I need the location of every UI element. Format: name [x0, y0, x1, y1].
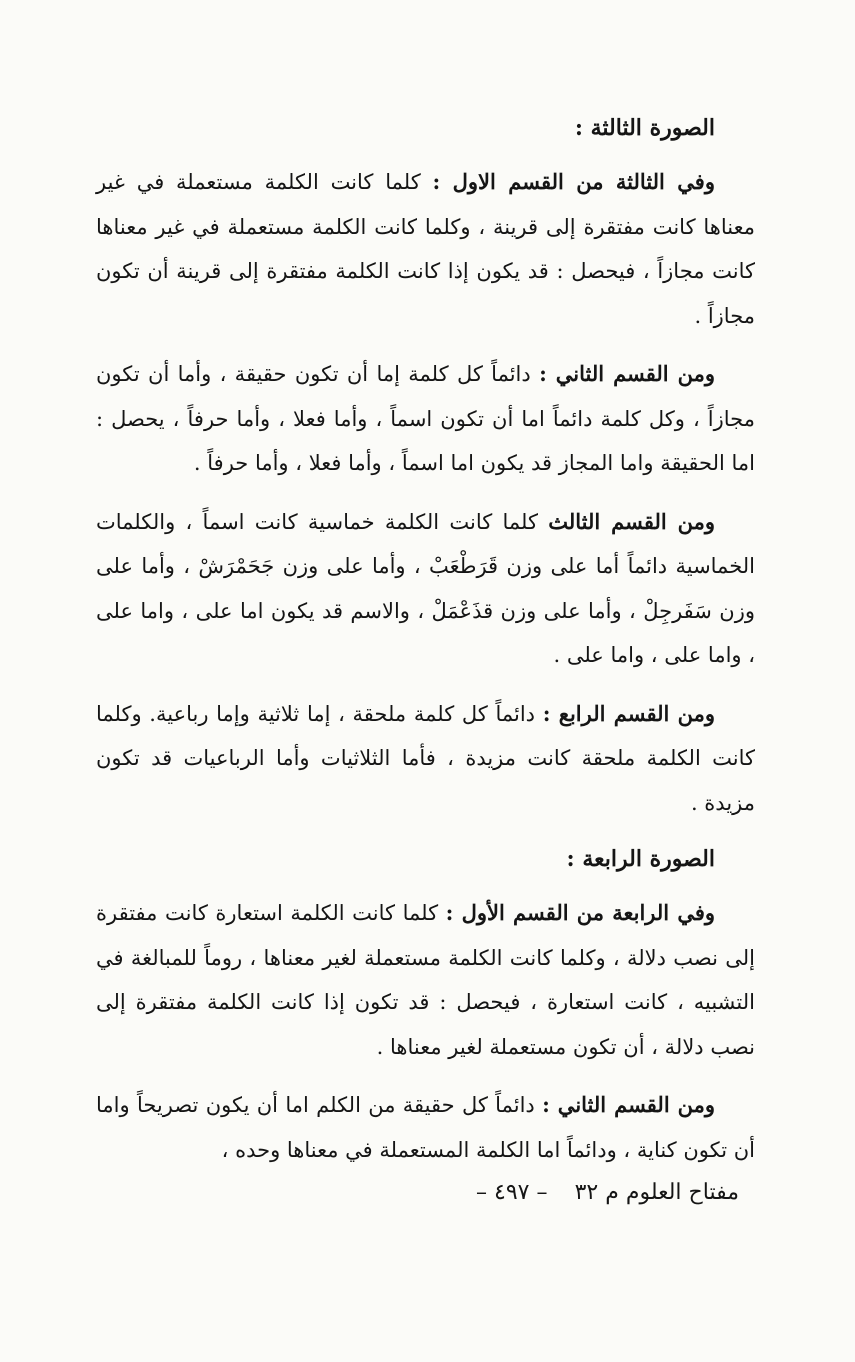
paragraph-text: دائماً كل كلمة ملحقة ، إما ثلاثية وإما رباعية. وكلما كانت الكلمة ملحقة كانت مزيدة ، فأما الثلاثيات وأما الرباعيات قد تكون مزيدة . [96, 701, 755, 815]
paragraph-lead: ومن القسم الثالث [548, 508, 715, 534]
paragraph-lead: ومن القسم الرابع : [542, 700, 715, 726]
paragraph [96, 891, 755, 1069]
paragraph-text: كلما كانت الكلمة خماسية كانت اسماً ، والكلمات الخماسية دائماً أما على وزن قَرَطْعَبْ ، وأما على وزن جَحَمْرَشْ ، وأما على وزن سَفَرجِلْ ، وأما على وزن قذَعْمَلْ ، والاسم قد يكون اما على ، واما على ، واما على ، واما على . [96, 509, 755, 667]
paragraph-text: دائماً كل حقيقة من الكلم اما أن يكون تصريحاً واما أن تكون كناية ، ودائماً اما الكلمة المستعملة في معناها وحده ، [96, 1093, 755, 1162]
paragraph-text: كلما كانت الكلمة استعارة كانت مفتقرة إلى نصب دلالة ، وكلما كانت الكلمة مستعملة لغير معناها ، روماً للمبالغة في التشبيه ، كانت استعارة ، فيحصل : قد تكون إذا كانت الكلمة مفتقرة إلى نصب دلالة ، أن تكون مستعملة لغير معناها . [96, 901, 755, 1059]
book-title: مفتاح العلوم م ٣٢ [574, 1180, 739, 1205]
paragraph [96, 500, 755, 678]
paragraph [96, 1083, 755, 1172]
section-fourth-form [96, 839, 755, 1172]
paragraph-lead: وفي الثالثة من القسم الاول : [432, 169, 715, 194]
paragraph-text: دائماً كل كلمة إما أن تكون حقيقة ، وأما أن تكون مجازاً ، وكل كلمة دائماً اما أن تكون اسماً ، وأما فعلا ، وأما حرفاً ، يحصل : اما الحقيقة واما المجاز قد يكون اما اسماً ، وأما فعلا ، وأما حرفاً . [96, 362, 755, 475]
paragraph-lead: وفي الرابعة من القسم الأول : [445, 900, 715, 925]
section-heading: الصورة الثالثة : [574, 115, 715, 141]
paragraph [96, 692, 755, 826]
section-heading: الصورة الرابعة : [566, 846, 715, 872]
paragraph-text: كلما كانت الكلمة مستعملة في غير معناها كانت مفتقرة إلى قرينة ، وكلما كانت الكلمة مستعملة في غير معناها كانت مجازاً ، فيحصل : قد يكون إذا كانت الكلمة مفتقرة إلى قرينة أن تكون مجازاً . [96, 170, 755, 328]
paragraph [96, 352, 755, 486]
section-third-form [96, 108, 755, 825]
paragraph-lead: ومن القسم الثاني : [542, 1092, 715, 1117]
page-footer [96, 1180, 755, 1224]
paragraph [96, 160, 755, 338]
paragraph-lead: ومن القسم الثاني : [539, 361, 715, 386]
page-number: – ٤٩٧ – [476, 1180, 548, 1205]
